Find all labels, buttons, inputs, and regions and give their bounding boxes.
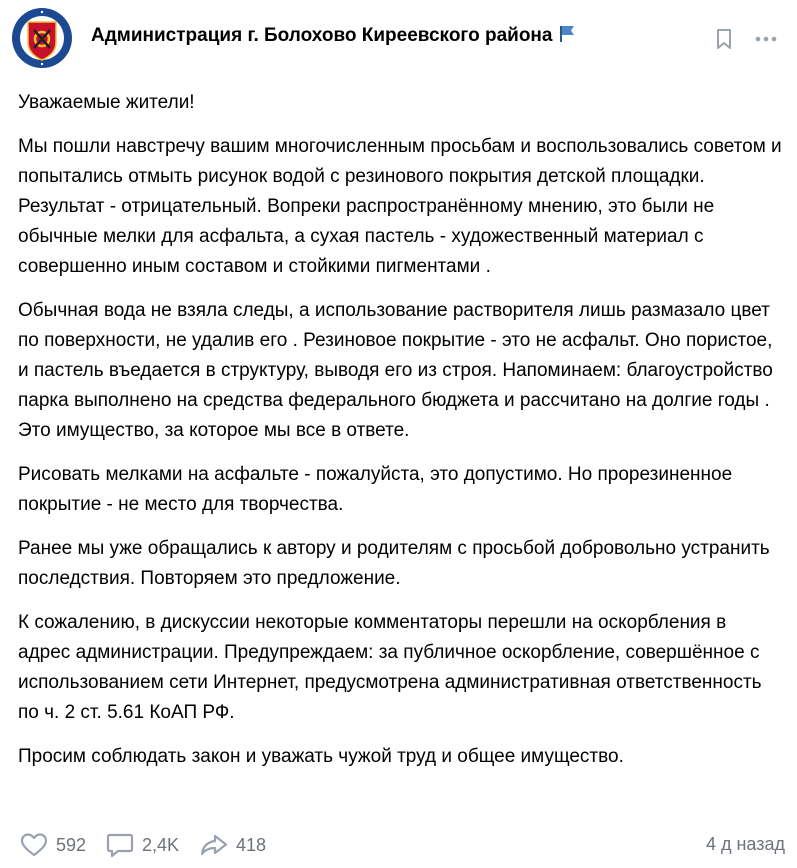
post-text bbox=[18, 88, 783, 786]
like-count: 592 bbox=[56, 834, 87, 855]
post-time[interactable]: 4 д назад bbox=[705, 834, 785, 854]
heart-icon bbox=[20, 832, 48, 858]
avatar[interactable] bbox=[10, 6, 74, 70]
post-header bbox=[0, 0, 797, 80]
author-name[interactable]: Администрация г. Болохово Киреевского района bbox=[91, 25, 553, 46]
header-actions bbox=[715, 28, 777, 55]
paragraph: Ранее мы уже обращались к автору и родителям с просьбой добровольно устранить последствия. Повторяем это предложение. bbox=[18, 538, 770, 589]
paragraph: Мы пошли навстречу вашим многочисленным просьбам и воспользовались советом и попытались отмыть рисунок водой с резинового покрытия детской площадки. Результат - отрицательный. Вопреки распространённому мнению, это были не обычные мелки для асфальта, а сухая пастель - художественный материал с совершенно иным составом и стойкими пигментами . bbox=[18, 136, 782, 277]
paragraph: Просим соблюдать закон и уважать чужой труд и общее имущество. bbox=[18, 746, 624, 767]
paragraph: Уважаемые жители! bbox=[18, 92, 195, 113]
comment-count: 2,4K bbox=[142, 834, 180, 855]
paragraph: Обычная вода не взяла следы, а использование растворителя лишь размазало цвет по поверхности, не удалив его . Резиновое покрытие - это не асфальт. Оно пористое, и пастель въедается в структуру, выводя его из строя. Напоминаем: благоустройство парка выполнено на средства федерального бюджета и рассчитано на долгие годы . Это имущество, за которое мы все в ответе. bbox=[18, 300, 773, 441]
flag-icon bbox=[559, 25, 575, 49]
more-icon[interactable] bbox=[755, 28, 777, 55]
coat-of-arms-icon bbox=[10, 6, 74, 70]
share-icon bbox=[200, 832, 228, 858]
paragraph: К сожалению, в дискуссии некоторые комментаторы перешли на оскорбления в адрес администрации. Предупреждаем: за публичное оскорбление, совершённое с использованием сети Интернет, предусмотрена административная ответственность по ч. 2 ст. 5.61 КоАП РФ. bbox=[18, 612, 762, 723]
post-footer bbox=[0, 826, 797, 866]
paragraph: Рисовать мелками на асфальте - пожалуйста, это допустимо. Но прорезиненное покрытие - не место для творчества. bbox=[18, 464, 733, 515]
share-button[interactable] bbox=[200, 832, 266, 858]
share-count: 418 bbox=[236, 834, 267, 855]
bookmark-icon[interactable] bbox=[715, 28, 733, 55]
author-line bbox=[91, 25, 575, 49]
comment-icon bbox=[106, 832, 134, 858]
comment-button[interactable] bbox=[106, 832, 179, 858]
like-button[interactable] bbox=[20, 832, 86, 858]
